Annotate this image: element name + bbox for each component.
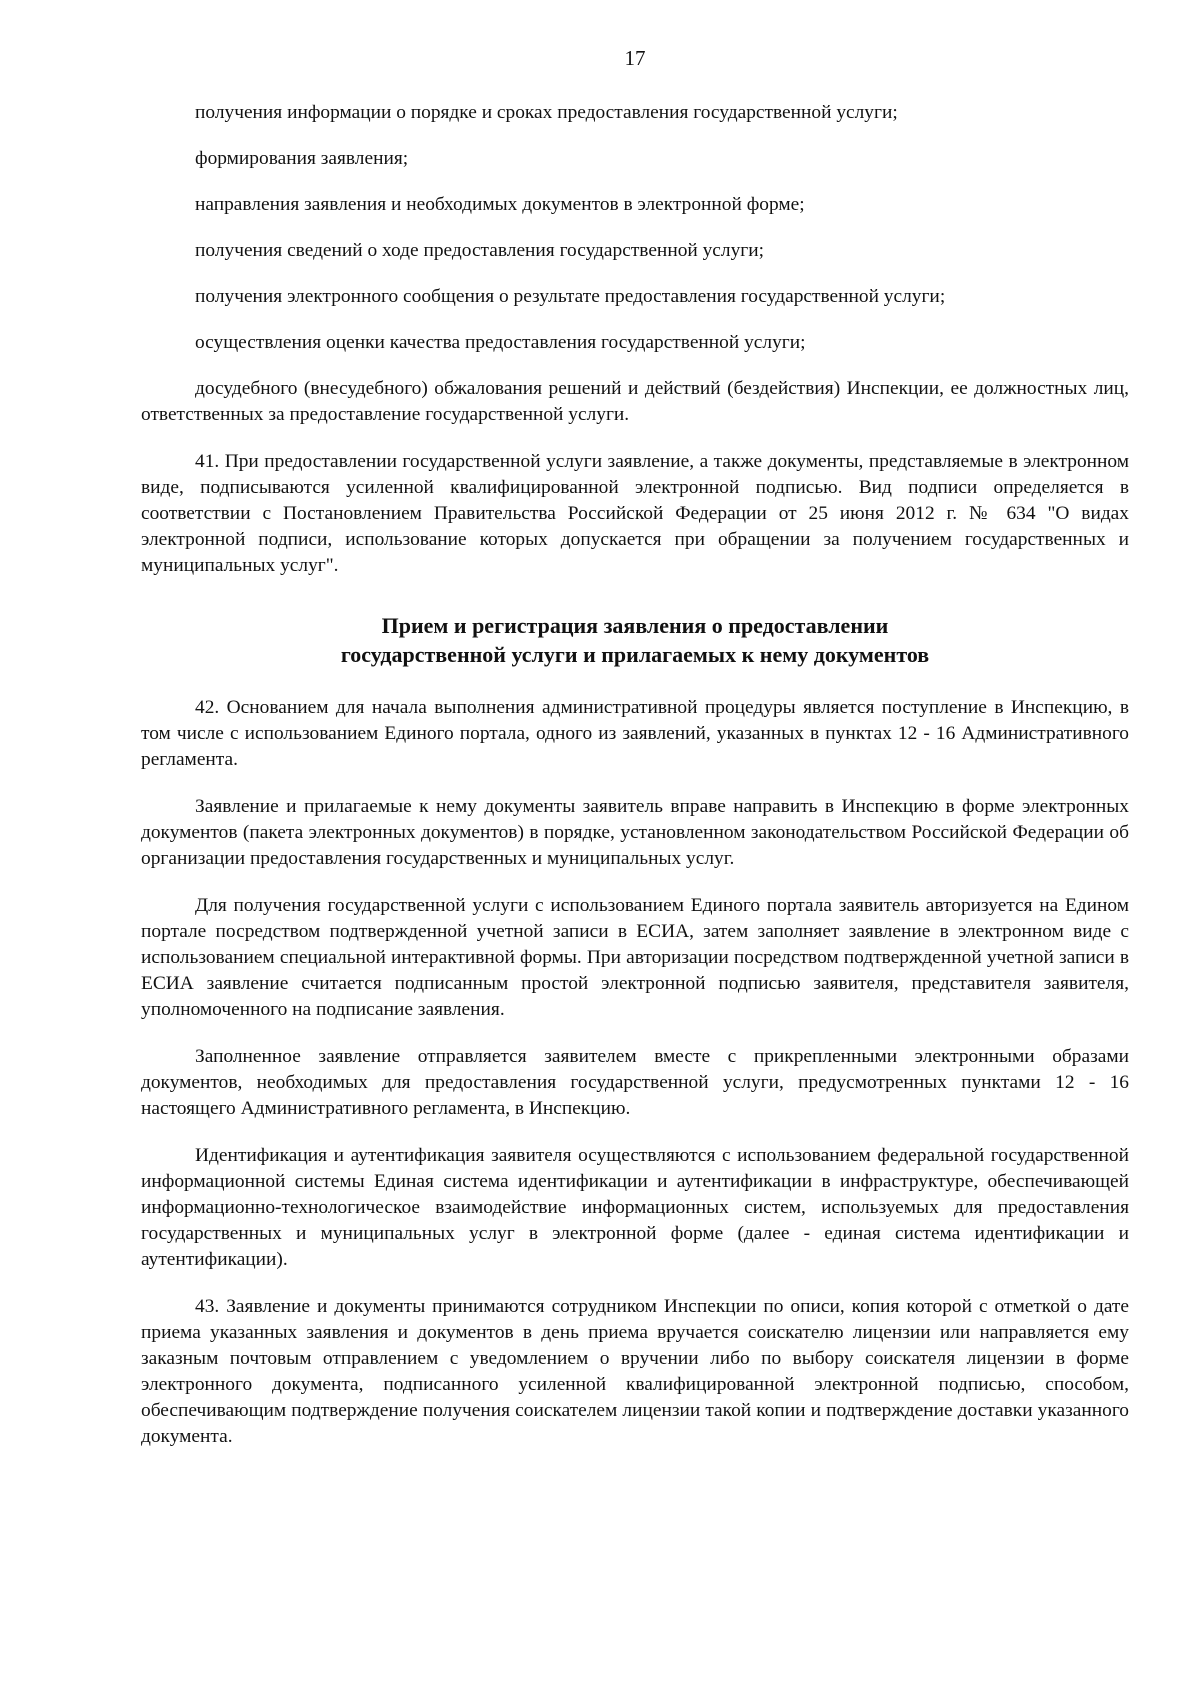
paragraph-electronic-documents: Заявление и прилагаемые к нему документы заявитель вправе направить в Инспекцию в форме электронных документов (пакета электронных документов) в порядке, установленном законодательством Российской Федерации об организации предоставления государственных и муниципальных услуг.	[141, 796, 1129, 869]
list-item-form: формирования заявления;	[195, 148, 409, 169]
paragraph-42: 42. Основанием для начала выполнения административной процедуры является поступление в Инспекцию, в том числе с использованием Единого портала, одного из заявлений, указанных в пунктах 12 - 16 Административного регламента.	[141, 697, 1129, 770]
list-item-info: получения информации о порядке и сроках предоставления государственной услуги;	[195, 102, 898, 123]
page-number: 17	[624, 46, 646, 70]
paragraph-identification: Идентификация и аутентификация заявителя осуществляются с использованием федеральной государственной информационной системы Единая система идентификации и аутентификации в инфраструктуре, обеспечивающей информационно-технологическое взаимодействие информационных систем, используемых для предоставления государственных и муниципальных услуг в электронной форме (далее - единая система идентификации и аутентификации).	[141, 1145, 1129, 1270]
list-item-progress: получения сведений о ходе предоставления государственной услуги;	[195, 240, 765, 261]
paragraph-portal-authorization: Для получения государственной услуги с использованием Единого портала заявитель авторизуется на Едином портале посредством подтвержденной учетной записи в ЕСИА, затем заполняет заявление в электронном виде с использованием специальной интерактивной формы. При авторизации посредством подтвержденной учетной записи в ЕСИА заявление считается подписанным простой электронной подписью заявителя, представителя заявителя, уполномоченного на подписание заявления.	[141, 895, 1129, 1020]
section-heading-line-2: государственной услуги и прилагаемых к нему документов	[340, 642, 930, 667]
list-item-quality: осуществления оценки качества предоставления государственной услуги;	[195, 332, 806, 353]
list-item-appeal: досудебного (внесудебного) обжалования решений и действий (бездействия) Инспекции, ее должностных лиц, ответственных за предоставление государственной услуги.	[141, 378, 1129, 425]
paragraph-41: 41. При предоставлении государственной услуги заявление, а также документы, представляемые в электронном виде, подписываются усиленной квалифицированной электронной подписью. Вид подписи определяется в соответствии с Постановлением Правительства Российской Федерации от 25 июня 2012 г. № 634 "О видах электронной подписи, использование которых допускается при обращении за получением государственных и муниципальных услуг".	[141, 451, 1129, 576]
paragraph-43: 43. Заявление и документы принимаются сотрудником Инспекции по описи, копия которой с отметкой о дате приема указанных заявления и документов в день приема вручается соискателю лицензии или направляется ему заказным почтовым отправлением с уведомлением о вручении либо по выбору соискателя лицензии в форме электронного документа, подписанного усиленной квалифицированной электронной подписью, способом, обеспечивающим подтверждение получения соискателем лицензии такой копии и подтверждение доставки указанного документа.	[141, 1296, 1129, 1447]
section-heading-line-1: Прием и регистрация заявления о предоставлении	[381, 613, 889, 638]
section-heading	[141, 611, 1129, 669]
list-item-result: получения электронного сообщения о результате предоставления государственной услуги;	[195, 286, 946, 307]
document-body	[141, 100, 1129, 1471]
list-item-send: направления заявления и необходимых документов в электронной форме;	[195, 194, 805, 215]
paragraph-application-sent: Заполненное заявление отправляется заявителем вместе с прикрепленными электронными образами документов, необходимых для предоставления государственной услуги, предусмотренных пунктами 12 - 16 настоящего Административного регламента, в Инспекцию.	[141, 1046, 1129, 1119]
